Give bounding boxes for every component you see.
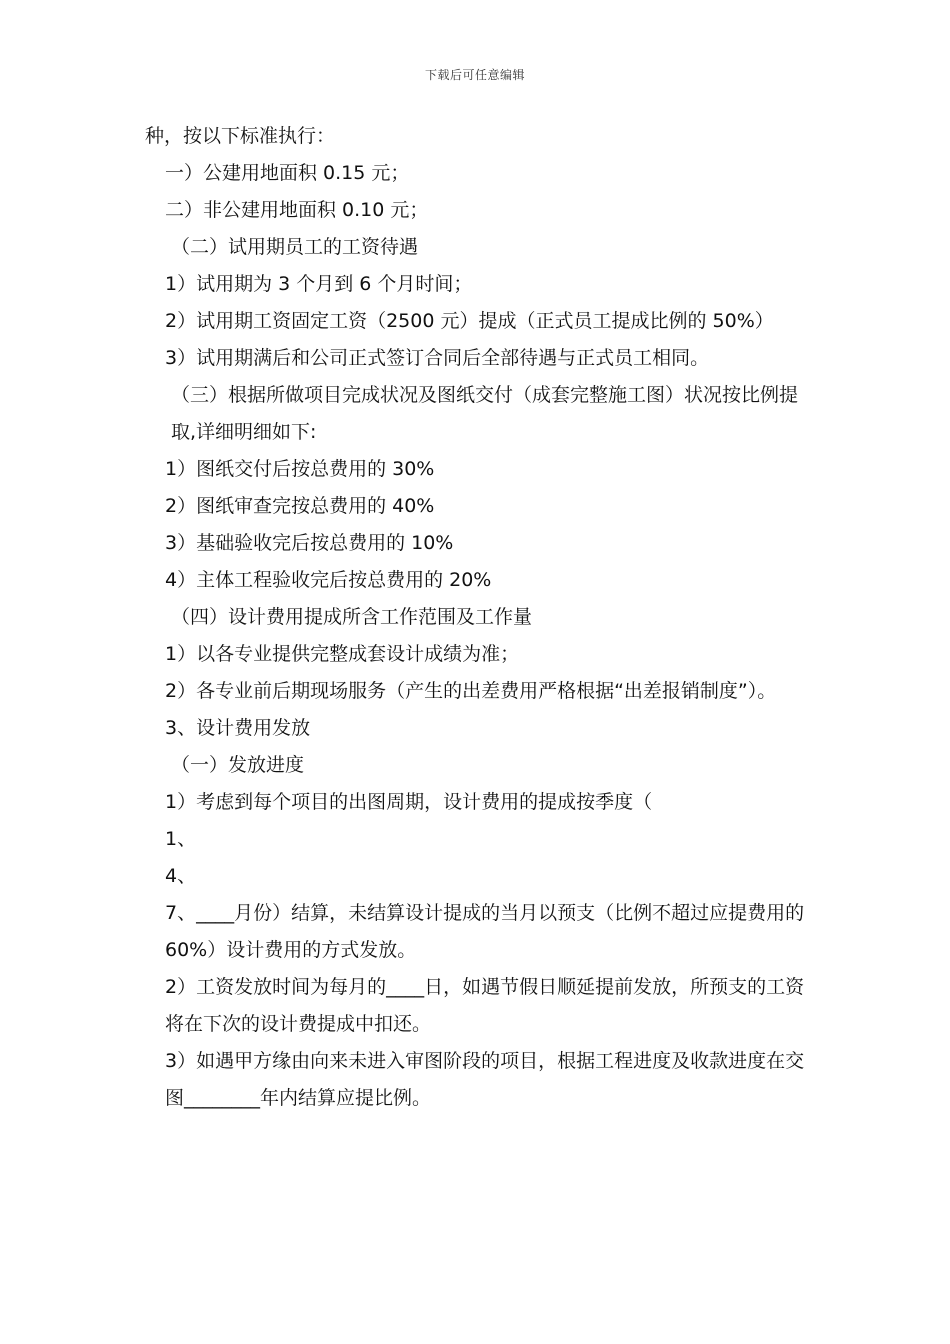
paragraph: 2）工资发放时间为每月的____日，如遇节假日顺延提前发放，所预支的工资将在下次的设计费提成中扣还。	[165, 976, 805, 1035]
paragraph: 二）非公建用地面积 0.10 元；	[165, 199, 429, 221]
paragraph: 3）基础验收完后按总费用的 10%	[165, 532, 454, 554]
paragraph: 一）公建用地面积 0.15 元；	[165, 162, 410, 184]
paragraph: 3）试用期满后和公司正式签订合同后全部待遇与正式员工相同。	[165, 347, 710, 369]
paragraph: 1、	[165, 828, 197, 850]
paragraph: 2）图纸审查完按总费用的 40%	[165, 495, 435, 517]
paragraph: 4）主体工程验收完后按总费用的 20%	[165, 569, 492, 591]
page-header: 下载后可任意编辑	[424, 68, 525, 82]
paragraph: 7、____月份）结算，未结算设计提成的当月以预支（比例不超过应提费用的 60%）设计费用的方式发放。	[165, 902, 805, 961]
section-heading: （四）设计费用提成所含工作范围及工作量	[171, 606, 533, 628]
paragraph: 1）试用期为 3 个月到 6 个月时间；	[165, 273, 473, 295]
paragraph: 种，按以下标准执行：	[145, 125, 336, 147]
paragraph: 1）考虑到每个项目的出图周期，设计费用的提成按季度（	[165, 791, 653, 813]
section-heading: （二）试用期员工的工资待遇	[171, 236, 419, 258]
paragraph: 3）如遇甲方缘由向来未进入审图阶段的项目，根据工程进度及收款进度在交图________年内结算应提比例。	[165, 1050, 805, 1109]
paragraph: 1）以各专业提供完整成套设计成绩为准；	[165, 643, 520, 665]
section-heading: 3、设计费用发放	[165, 717, 311, 739]
paragraph: 1）图纸交付后按总费用的 30%	[165, 458, 435, 480]
paragraph: 4、	[165, 865, 197, 887]
paragraph: 2）各专业前后期现场服务（产生的出差费用严格根据“出差报销制度”）。	[165, 680, 777, 702]
paragraph: 2）试用期工资固定工资（2500 元）提成（正式员工提成比例的 50%）	[165, 310, 774, 332]
section-heading: （三）根据所做项目完成状况及图纸交付（成套完整施工图）状况按比例提取,详细明细如下:	[171, 384, 799, 443]
document-body	[145, 118, 810, 1117]
section-heading: （一）发放进度	[171, 754, 305, 776]
